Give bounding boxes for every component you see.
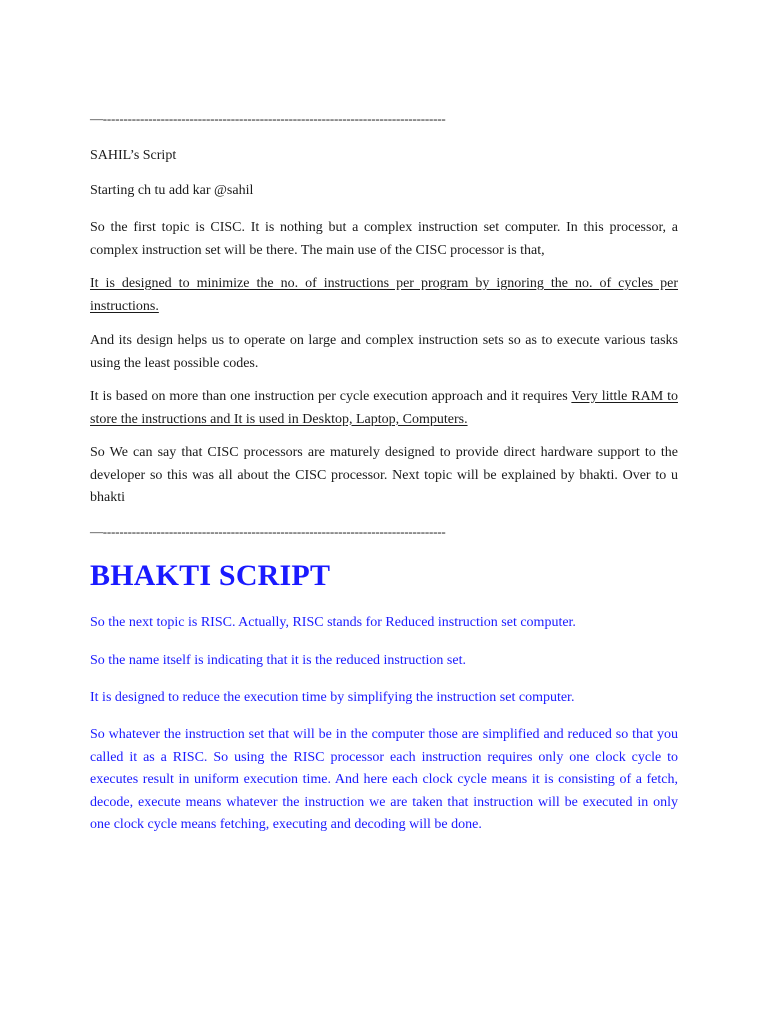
risc-details-paragraph: So whatever the instruction set that will be in the computer those are simplified and reduced so that you called it as a RISC. So using the RISC processor each instruction requires only one clock cycle to executes result in uniform execution time. And here each clock cycle means it is consisting of a fetch, decode, execute means whatever the instruction we are taken that instruction will be executed in only one clock cycle means fetching, executing and decoding will be done. xyxy=(90,727,678,832)
cisc-intro-paragraph: So the first topic is CISC. It is nothing but a complex instruction set computer. In this processor, a complex instruction set will be there. The main use of the CISC processor is that, xyxy=(90,220,678,258)
starting-line: Starting ch tu add kar @sahil xyxy=(90,183,254,198)
cisc-based-on-text: It is based on more than one instruction per cycle execution approach and it requires xyxy=(90,389,572,404)
cisc-conclusion-paragraph: So We can say that CISC processors are maturely designed to provide direct hardware support to the developer so this was all about the CISC processor. Next topic will be explained by bhakti. Over to u bhakti xyxy=(90,445,678,505)
risc-designed-paragraph: It is designed to reduce the execution time by simplifying the instruction set computer. xyxy=(90,690,575,705)
risc-name-paragraph: So the name itself is indicating that it is the reduced instruction set. xyxy=(90,653,466,668)
risc-intro-paragraph: So the next topic is RISC. Actually, RISC stands for Reduced instruction set computer. xyxy=(90,615,576,630)
separator-line: —----------------------------------------------------------------------------------- xyxy=(90,111,446,126)
cisc-design-underlined-paragraph: It is designed to minimize the no. of instructions per program by ignoring the no. of cycles per instructions. xyxy=(90,276,678,314)
bhakti-script-heading: BHAKTI SCRIPT xyxy=(90,559,331,592)
separator-line: —----------------------------------------------------------------------------------- xyxy=(90,524,446,539)
cisc-ram-underlined-text: Very little RAM to store the instructions and It is used in Desktop, Laptop, Computers. xyxy=(90,389,678,427)
cisc-based-on-paragraph xyxy=(90,386,678,431)
cisc-design-helps-paragraph: And its design helps us to operate on large and complex instruction sets so as to execute various tasks using the least possible codes. xyxy=(90,333,678,371)
sahil-script-title: SAHIL’s Script xyxy=(90,148,177,163)
